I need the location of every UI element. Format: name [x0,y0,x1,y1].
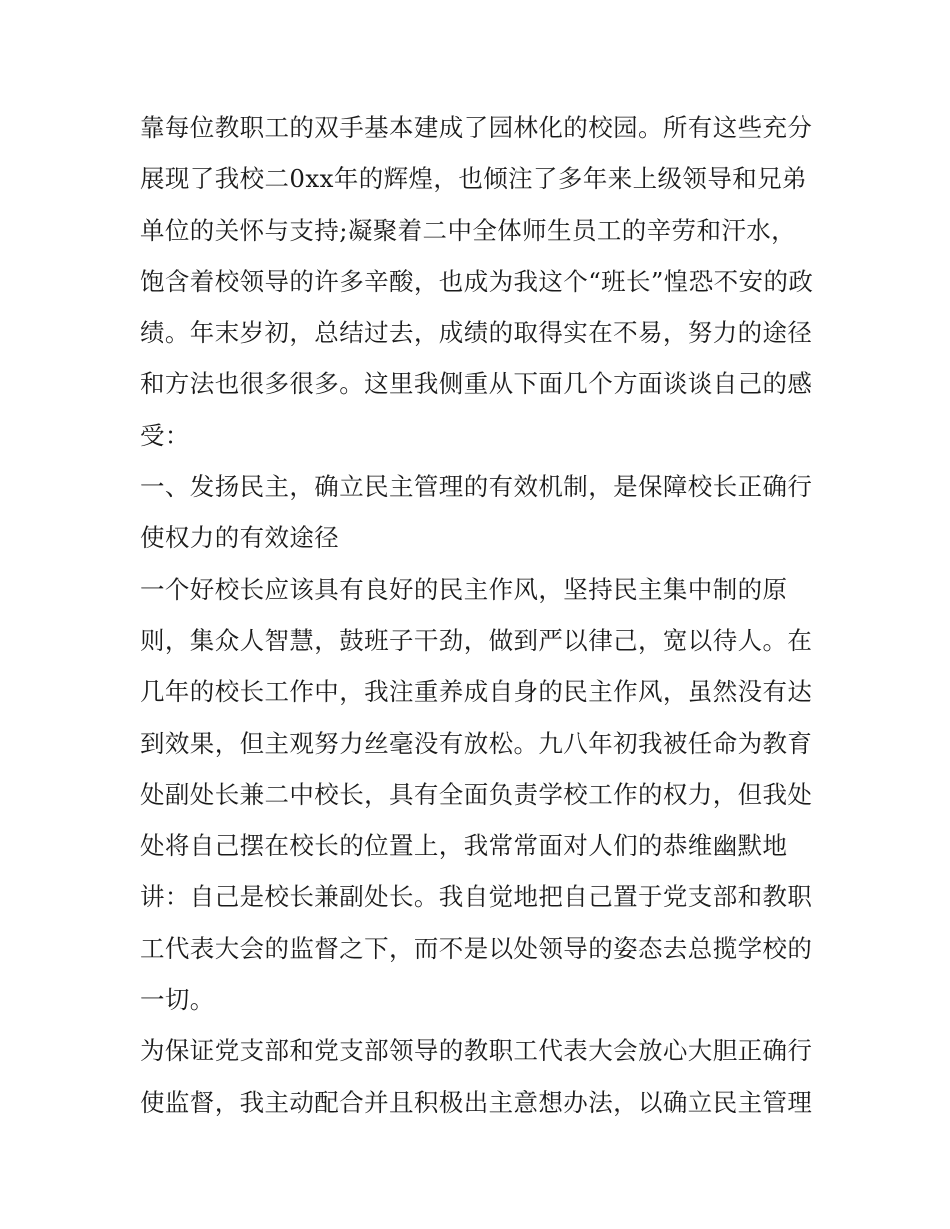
text-line: 使监督，我主动配合并且积极出主意想办法，以确立民主管理 [140,1087,813,1117]
text-line: 一个好校长应该具有良好的民主作风，坚持民主集中制的原 [140,574,788,604]
text-line: 工代表大会的监督之下，而不是以处领导的姿态去总揽学校的 [140,933,813,963]
text-line: 处副处长兼二中校长，具有全面负责学校工作的权力，但我处 [140,779,813,809]
text-line: 讲：自己是校长兼副处长。我自觉地把自己置于党支部和教职 [140,882,813,912]
text-line: 处将自己摆在校长的位置上，我常常面对人们的恭维幽默地 [140,831,788,861]
text-line: 则，集众人智慧，鼓班子干劲，做到严以律己，宽以待人。在 [140,625,813,655]
text-line: 饱含着校领导的许多辛酸，也成为我这个“班长”惶恐不安的政 [140,266,814,296]
text-line: 展现了我校二0xx年的辉煌，也倾注了多年来上级领导和兄弟 [140,164,807,194]
text-line: 绩。年末岁初，总结过去，成绩的取得实在不易，努力的途径 [140,318,813,348]
text-line: 一切。 [140,985,215,1015]
section-heading-line: 一、发扬民主，确立民主管理的有效机制，是保障校长正确行 [140,472,813,502]
text-line: 和方法也很多很多。这里我侧重从下面几个方面谈谈自己的感 [140,369,813,399]
text-line: 为保证党支部和党支部领导的教职工代表大会放心大胆正确行 [140,1036,813,1066]
text-line: 受： [140,420,190,450]
text-line: 到效果，但主观努力丝毫没有放松。九八年初我被任命为教育 [140,728,813,758]
text-line: 几年的校长工作中，我注重养成自身的民主作风，虽然没有达 [140,677,813,707]
text-line: 单位的关怀与支持;凝聚着二中全体师生员工的辛劳和汗水， [140,215,797,245]
body-text [140,102,820,1128]
text-line: 靠每位教职工的双手基本建成了园林化的校园。所有这些充分 [140,113,813,142]
section-heading-line: 使权力的有效途径 [140,523,340,553]
